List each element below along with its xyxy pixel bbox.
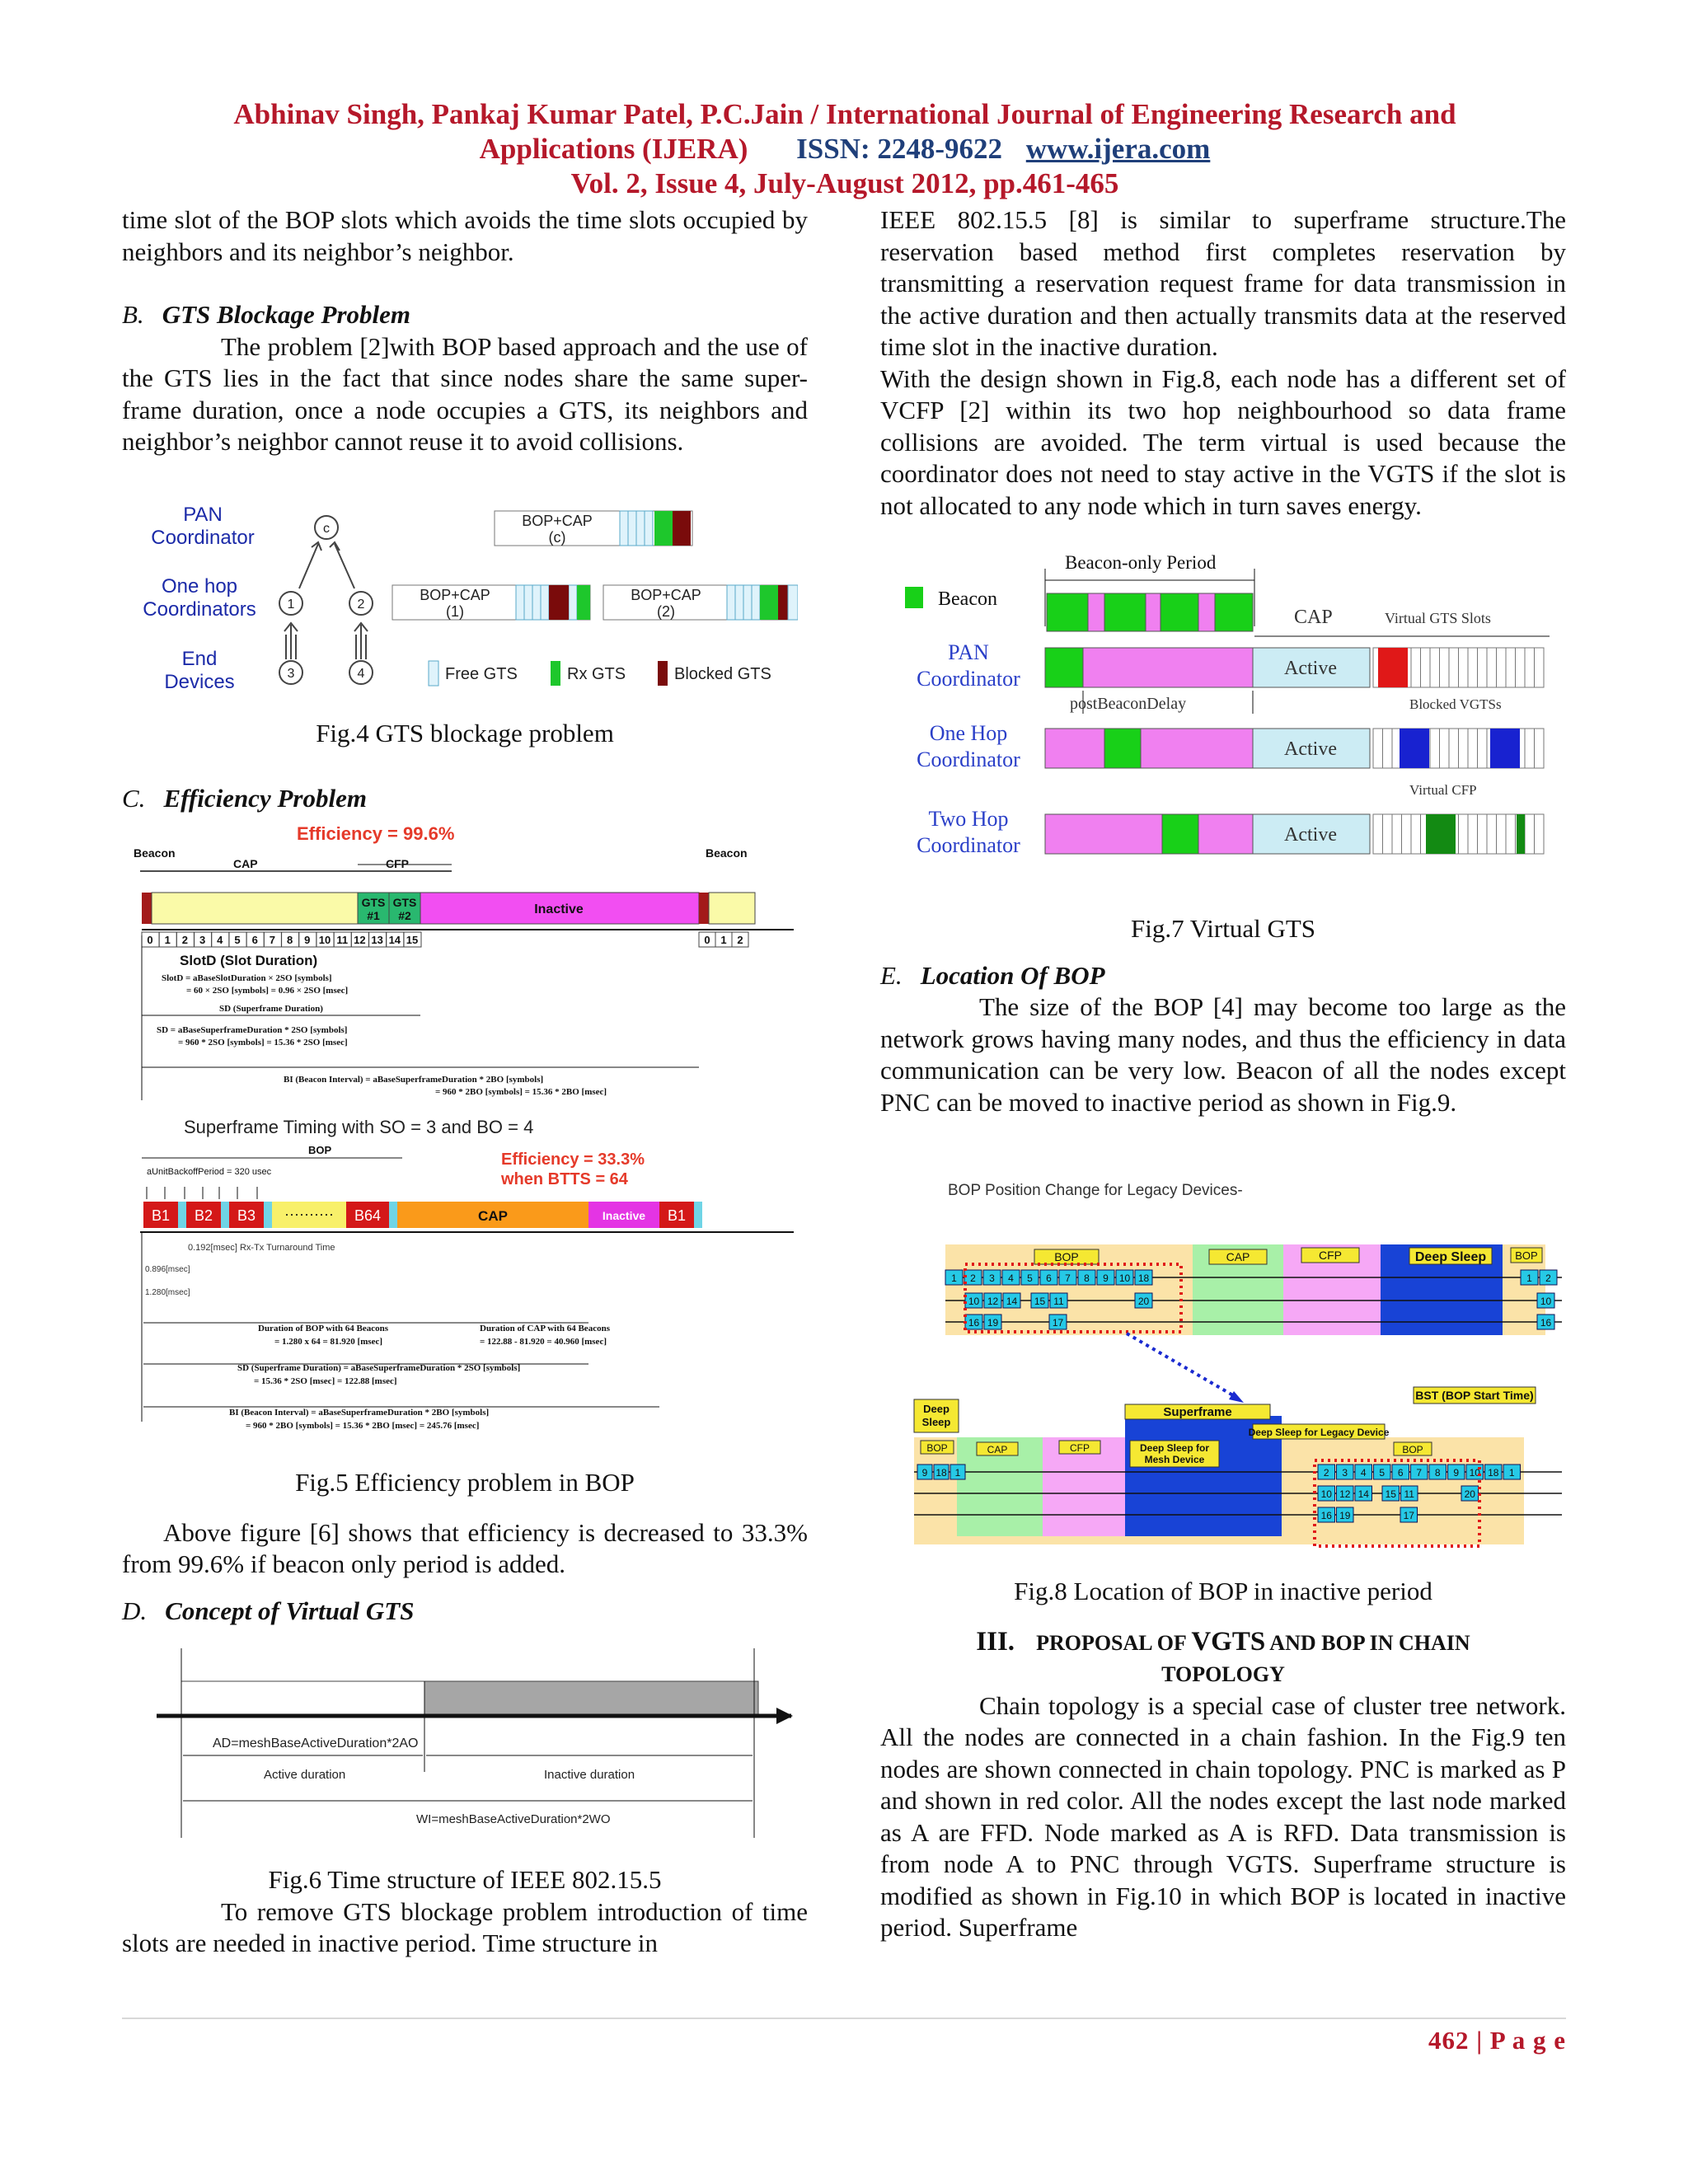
vgts-slot [1525, 729, 1535, 768]
bop-slot-label: 18 [1488, 1467, 1499, 1479]
fig6-caption: Fig.6 Time structure of IEEE 802.15.5 [268, 1865, 662, 1894]
vgts-slot [1430, 648, 1440, 687]
bop-slot-label: 16 [1320, 1510, 1332, 1521]
svg-text:Active: Active [1284, 658, 1337, 679]
figure-7-virtual-gts [882, 544, 1566, 874]
svg-text:Two Hop: Two Hop [928, 807, 1009, 831]
svg-text:GTS: GTS [392, 896, 417, 909]
vgts-slot [1411, 648, 1421, 687]
svg-text:0.896[msec]: 0.896[msec] [145, 1265, 190, 1274]
bop-slot-label: 17 [1403, 1510, 1414, 1521]
left-column-lower [122, 1467, 808, 1627]
vgts-slot [1373, 729, 1383, 768]
bop-slot-label: 6 [1046, 1272, 1052, 1284]
bop-slot-label: 1 [951, 1272, 957, 1284]
svg-text:(c): (c) [548, 529, 566, 546]
bop-slot-label: 19 [987, 1317, 999, 1329]
section-d-paragraph: To remove GTS blockage problem introduction of time slots are needed in inactive period. Time structure in [122, 1896, 808, 1957]
svg-text:SlotD = aBaseSlotDuration × 2S: SlotD = aBaseSlotDuration × 2SO [symbols] [162, 973, 332, 983]
slot-tick-label: 15 [406, 934, 419, 946]
bop-slot-label: 12 [1339, 1488, 1351, 1500]
svg-text:(2): (2) [657, 603, 675, 620]
vgts-slot [1497, 814, 1507, 854]
inactive-duration-label: Inactive duration [544, 1768, 635, 1782]
svg-text:B1: B1 [151, 1207, 171, 1224]
fig8-caption: Fig.8 Location of BOP in inactive period [1014, 1577, 1432, 1605]
header-line3: Vol. 2, Issue 4, July-August 2012, pp.461-465 [570, 167, 1119, 199]
svg-text:SD (Superframe Duration): SD (Superframe Duration) [219, 1004, 323, 1014]
vgts-slot [1459, 814, 1469, 854]
vgts-slot [1478, 729, 1488, 768]
svg-text:2: 2 [357, 598, 365, 612]
svg-text:BOP: BOP [1402, 1444, 1423, 1455]
svg-text:BOP+CAP: BOP+CAP [522, 513, 593, 529]
bop-slot-label: 14 [1006, 1296, 1018, 1307]
bop-slot-label: 11 [1404, 1488, 1414, 1500]
svg-text:Duration of BOP with 64 Beacon: Duration of BOP with 64 Beacons [258, 1324, 388, 1333]
slot-tick-label: 0 [147, 934, 153, 946]
right-column-lower [880, 1576, 1566, 1944]
vgts-slot [1497, 648, 1507, 687]
svg-text:Deep: Deep [923, 1403, 950, 1415]
bop-slot-label: 10 [1469, 1467, 1480, 1479]
bop-slot-label: 15 [1385, 1488, 1396, 1500]
slot-tick-label: 10 [318, 934, 331, 946]
vgts-slot [1373, 814, 1383, 854]
svg-text:Virtual GTS Slots: Virtual GTS Slots [1385, 610, 1491, 626]
left-paragraph-0: time slot of the BOP slots which avoids the time slots occupied by neighbors and its neighbor’s neighbor. [122, 205, 808, 266]
svg-text:BOP+CAP: BOP+CAP [631, 587, 701, 603]
svg-text:#2: #2 [398, 909, 411, 922]
slot-tick-label: 3 [199, 934, 206, 946]
bop-slot-label: 1 [1526, 1272, 1532, 1284]
svg-text:= 1.280 x 64 = 81.920 [msec]: = 1.280 x 64 = 81.920 [msec] [274, 1337, 383, 1347]
vgts-slot [1487, 814, 1497, 854]
svg-text:CFP: CFP [1319, 1249, 1342, 1262]
section-3-paragraph: Chain topology is a special case of cluster tree network. All the nodes are connected in a chain fashion. In the Fig.9 ten nodes are shown connected in chain topology. PNC is marked as P and shown in red color. All the nodes except the last node marked as A are FFD. Node marked as A is RFD. Data transmission is from node A to PNC through VGTS. Superframe structure is modified as shown in Fig.10 in which BOP is located in inactive period. Superframe [880, 1690, 1566, 1942]
svg-text:CAP: CAP [1294, 607, 1333, 628]
bop-slot-label: 10 [968, 1296, 980, 1307]
vgts-slot [1459, 648, 1469, 687]
page-number: 462 | P a g e [1428, 2026, 1566, 2055]
bop-slot-label: 10 [1320, 1488, 1332, 1500]
left-column-start [122, 204, 808, 458]
section-e-paragraph: The size of the BOP [4] may become too large as the network grows having many nodes, and thus the efficiency in data communication can be very low. Beacon of all the nodes except PNC can be moved to inactive period as shown in Fig.9. [880, 992, 1566, 1117]
svg-text:BOP: BOP [926, 1442, 948, 1454]
svg-text:B64: B64 [354, 1207, 382, 1224]
svg-text:Deep Sleep for Legacy Device: Deep Sleep for Legacy Device [1248, 1427, 1390, 1438]
slot-tick-label: 12 [354, 934, 366, 946]
vgts-slot [1525, 814, 1535, 854]
bop-slot-label: 7 [1065, 1272, 1071, 1284]
svg-text:0.192[msec] Rx-Tx Turnaround: 0.192[msec] Rx-Tx Turnaround Time [188, 1243, 335, 1253]
svg-text:Devices: Devices [164, 671, 235, 693]
vgts-slot [1392, 814, 1402, 854]
svg-text:B2: B2 [194, 1207, 213, 1224]
svg-text:= 122.88 - 81.920 = 40.960 [ms: = 122.88 - 81.920 = 40.960 [msec] [480, 1337, 607, 1347]
svg-text:GTS: GTS [361, 896, 386, 909]
header-line2 [124, 132, 1566, 166]
bop-slot-label: 2 [1323, 1467, 1329, 1479]
vgts-slot [1468, 729, 1478, 768]
svg-text:Beacon: Beacon [938, 588, 997, 610]
slot-tick-label: 1 [164, 934, 171, 946]
efficiency-33: Efficiency = 33.3% [501, 1151, 645, 1169]
svg-text:··········: ·········· [284, 1206, 334, 1222]
vgts-slot [1402, 814, 1412, 854]
bop-slot-label: 3 [1342, 1467, 1348, 1479]
efficiency-99: Efficiency = 99.6% [297, 823, 455, 844]
fig4-caption: Fig.4 GTS blockage problem [316, 719, 614, 748]
svg-text:= 60 × 2SO [symbols] = 0.96 ×: = 60 × 2SO [symbols] = 0.96 × 2SO [msec] [186, 986, 349, 996]
bop-slot-label: 4 [1360, 1467, 1367, 1479]
bop-slot-label: 10 [1540, 1296, 1552, 1307]
header-line1: Abhinav Singh, Pankaj Kumar Patel, P.C.Jain / International Journal of Engineering Research and [233, 98, 1456, 130]
wi-label: WI=meshBaseActiveDuration*2WO [416, 1812, 611, 1826]
svg-text:when BTTS = 64: when BTTS = 64 [501, 1170, 628, 1188]
bop-slot-label: 1 [1508, 1467, 1515, 1479]
svg-text:BOP+CAP: BOP+CAP [420, 587, 490, 603]
bop-slot-label: 11 [1053, 1296, 1064, 1307]
svg-text:Active: Active [1284, 824, 1337, 846]
svg-text:CFP: CFP [386, 857, 409, 870]
svg-text:Active: Active [1284, 738, 1337, 760]
svg-text:Coordinator: Coordinator [151, 527, 255, 549]
vgts-slot [1468, 814, 1478, 854]
slot-tick-label: 1 [720, 934, 727, 946]
bop-slot-label: 12 [987, 1296, 999, 1307]
svg-text:4: 4 [357, 667, 365, 681]
vgts-slot [1478, 814, 1488, 854]
vgts-slot [1383, 814, 1393, 854]
bop-slot-label: 10 [1118, 1272, 1131, 1284]
svg-text:c: c [323, 522, 330, 536]
slot-tick-label: 2 [737, 934, 743, 946]
bop-slot-label: 14 [1357, 1488, 1369, 1500]
left-column-end [122, 1864, 808, 1960]
footer-rule [122, 2018, 1566, 2019]
bop-slot-label: 15 [1034, 1296, 1046, 1307]
journal-header [124, 97, 1566, 201]
slot-tick-label: 2 [181, 934, 189, 946]
vgts-slot [1506, 648, 1516, 687]
bop-slot-label: 18 [935, 1467, 947, 1479]
svg-text:BOP: BOP [1515, 1249, 1538, 1262]
legend-free-gts: Free GTS [445, 665, 518, 683]
svg-text:SD = aBaseSuperframeDuration *: SD = aBaseSuperframeDuration * 2SO [symbols] [157, 1025, 348, 1035]
right-column-start [880, 204, 1566, 522]
svg-text:Virtual CFP: Virtual CFP [1409, 782, 1477, 798]
beacon-only-label: Beacon-only Period [1065, 552, 1217, 573]
svg-text:Coordinator: Coordinator [917, 667, 1020, 691]
svg-text:SD (Superframe Duration) = aB: SD (Superframe Duration) = aBaseSuperframeDuration * 2SO [symbols] [237, 1363, 521, 1373]
svg-text:Inactive: Inactive [602, 1209, 646, 1222]
right-paragraph-1: With the design shown in Fig.8, each node has a different set of VCFP [2] within its two hop neighbourhood so data frame collisions are avoided. The term virtual is used because the coordinator does not need to stay active in the VGTS if the slot is not allocated to any node which in turn saves energy. [880, 363, 1566, 520]
svg-text:3: 3 [287, 667, 295, 681]
svg-text:CFP: CFP [1070, 1442, 1090, 1454]
svg-text:Duration of CAP with 64 Beacon: Duration of CAP with 64 Beacons [480, 1324, 610, 1333]
vgts-slot [1478, 648, 1488, 687]
bop-slot-label: 7 [1416, 1467, 1423, 1479]
slot-tick-label: 5 [234, 934, 241, 946]
bop-slot-label: 17 [1052, 1317, 1064, 1329]
bop-slot-label: 2 [970, 1272, 976, 1284]
vgts-slot [1440, 729, 1450, 768]
slot-tick-label: 7 [269, 934, 276, 946]
svg-text:B3: B3 [237, 1207, 256, 1224]
bop-slot-label: 6 [1397, 1467, 1404, 1479]
svg-text:B1: B1 [667, 1207, 687, 1224]
journal-name: Applications (IJERA) [479, 133, 748, 165]
svg-text:Sleep: Sleep [921, 1416, 951, 1428]
section-c-paragraph: Above figure [6] shows that efficiency is decreased to 33.3% from 99.6% if beacon only period is added. [122, 1517, 808, 1578]
section-e-heading: E. Location Of BOP [880, 960, 1105, 990]
svg-text:Beacon: Beacon [706, 846, 748, 860]
bop-slot-label: 5 [1027, 1272, 1033, 1284]
svg-text:(1): (1) [446, 603, 464, 620]
timing-title: Superframe Timing with SO = 3 and BO = 4 [184, 1117, 534, 1137]
vgts-slot [1449, 648, 1459, 687]
legend-blocked-gts: Blocked GTS [674, 665, 771, 683]
fig7-caption: Fig.7 Virtual GTS [1130, 914, 1316, 943]
slot-tick-label: 11 [336, 934, 349, 946]
figure-4-gts-blockage [122, 496, 798, 702]
vgts-slot [1459, 729, 1469, 768]
end-devices-label: End [181, 648, 218, 670]
svg-text:Coordinators: Coordinators [143, 598, 256, 621]
figure-6-time-structure [140, 1640, 799, 1838]
svg-text:BST (BOP Start Time): BST (BOP Start Time) [1415, 1389, 1534, 1402]
svg-text:CAP: CAP [1226, 1250, 1250, 1263]
legend-rx-gts: Rx GTS [567, 665, 626, 683]
vgts-slot [1487, 648, 1497, 687]
section-b-paragraph: The problem [2]with BOP based approach and the use of the GTS lies in the fact that since nodes share the same super-frame duration, once a node occupies a GTS, its neighbors and neighbor’s neighbor cannot reuse it to avoid collisions. [122, 331, 808, 456]
right-paragraph-0: IEEE 802.15.5 [8] is similar to superframe structure.The reservation based method first completes reservation by transmitting a reservation request frame for data transmission in the active duration and then actually transmits data at the reserved time slot in the inactive duration. [880, 205, 1566, 361]
bop-slot-label: 4 [1008, 1272, 1014, 1284]
svg-text:= 15.36 * 2SO [msec] = 122.88: = 15.36 * 2SO [msec] = 122.88 [msec] [254, 1376, 397, 1386]
svg-text:postBeaconDelay: postBeaconDelay [1070, 695, 1187, 713]
slot-tick-label: 6 [251, 934, 258, 946]
fig8-title: BOP Position Change for Legacy Devices- [948, 1182, 1243, 1199]
svg-text:Coordinator: Coordinator [917, 833, 1020, 857]
svg-text:1: 1 [287, 598, 295, 612]
slot-tick-label: 13 [371, 934, 383, 946]
bop-slot-label: 20 [1137, 1296, 1150, 1307]
right-column-mid [880, 913, 1566, 1118]
fig5-caption: Fig.5 Efficiency problem in BOP [295, 1468, 635, 1497]
vgts-slot [1383, 729, 1393, 768]
bop-slot-label: 20 [1464, 1488, 1475, 1500]
website-link[interactable]: www.ijera.com [1025, 133, 1211, 165]
vgts-slot [1535, 814, 1545, 854]
svg-text:CAP: CAP [233, 857, 258, 870]
svg-text:Blocked VGTSs: Blocked VGTSs [1409, 696, 1502, 712]
bop-slot-label: 9 [1453, 1467, 1460, 1479]
figure-8-bop-location [911, 1177, 1566, 1548]
section-b-heading: B. GTS Blockage Problem [122, 300, 411, 329]
section-3-heading: III. PROPOSAL OF VGTS AND BOP IN CHAIN TOPOLOGY [976, 1626, 1470, 1686]
bop-slot-label: 9 [1103, 1272, 1109, 1284]
bop-slot-label: 8 [1434, 1467, 1441, 1479]
vgts-slot [1516, 648, 1526, 687]
vgts-slot [1421, 648, 1431, 687]
bop-slot-label: 16 [1540, 1317, 1552, 1329]
svg-text:BOP: BOP [1054, 1250, 1079, 1263]
svg-text:CAP: CAP [478, 1208, 508, 1224]
vgts-slot [1468, 648, 1478, 687]
ad-label: AD=meshBaseActiveDuration*2AO [213, 1736, 419, 1750]
svg-text:= 960 * 2BO [symbols] = 15.36: = 960 * 2BO [symbols] = 15.36 * 2BO [msec] [435, 1087, 607, 1097]
bop-slot-label: 2 [1545, 1272, 1551, 1284]
svg-text:PAN: PAN [948, 640, 989, 664]
vgts-slot [1440, 648, 1450, 687]
slot-tick-label: 8 [286, 934, 293, 946]
svg-text:= 960 * 2BO [symbols] = 15.36: = 960 * 2BO [symbols] = 15.36 * 2BO [msec] = 245.76 [msec] [246, 1421, 480, 1431]
svg-text:CAP: CAP [987, 1444, 1008, 1455]
svg-text:Deep Sleep for: Deep Sleep for [1139, 1442, 1210, 1454]
svg-text:1.280[msec]: 1.280[msec] [145, 1288, 190, 1297]
issn: ISSN: 2248-9622 [796, 133, 1003, 165]
active-duration-label: Active duration [264, 1768, 346, 1782]
svg-text:#1: #1 [367, 909, 380, 922]
bop-slot-label: 5 [1379, 1467, 1386, 1479]
bop-slot-label: 1 [954, 1467, 961, 1479]
onehop-label: One hop [161, 575, 238, 598]
vgts-slot [1535, 648, 1545, 687]
svg-text:Superframe: Superframe [1163, 1405, 1232, 1419]
vgts-slot [1525, 648, 1535, 687]
vgts-slot [1535, 729, 1545, 768]
figure-5-efficiency [122, 820, 798, 1436]
svg-text:BI (Beacon Interval) = aBaseSu: BI (Beacon Interval) = aBaseSuperframeDuration * 2BO [symbols] [284, 1075, 544, 1085]
slot-tick-label: 9 [304, 934, 311, 946]
fig4-caption-wrap [122, 718, 808, 814]
svg-text:One Hop: One Hop [929, 721, 1008, 745]
svg-text:Beacon: Beacon [134, 846, 176, 860]
bop-slot-label: 8 [1084, 1272, 1090, 1284]
vgts-slot [1506, 814, 1516, 854]
svg-text:SlotD (Slot Duration): SlotD (Slot Duration) [180, 953, 318, 968]
svg-text:aUnitBackoffPeriod = 320 usec: aUnitBackoffPeriod = 320 usec [147, 1167, 272, 1177]
pan-label: PAN [183, 504, 223, 526]
svg-text:Mesh Device: Mesh Device [1144, 1454, 1205, 1465]
bop-slot-label: 3 [989, 1272, 995, 1284]
svg-text:Deep Sleep: Deep Sleep [1414, 1250, 1487, 1264]
svg-text:BI (Beacon Interval) = aBaseSu: BI (Beacon Interval) = aBaseSuperframeDuration * 2BO [symbols] [229, 1408, 490, 1418]
section-d-heading: D. Concept of Virtual GTS [122, 1596, 415, 1625]
svg-text:BOP: BOP [308, 1144, 332, 1156]
vgts-slot [1411, 814, 1421, 854]
svg-text:= 960 * 2SO [symbols] = 15.36: = 960 * 2SO [symbols] = 15.36 * 2SO [msec] [178, 1038, 348, 1047]
vgts-slot [1430, 729, 1440, 768]
vgts-slot [1449, 729, 1459, 768]
slot-tick-label: 0 [704, 934, 710, 946]
bop-slot-label: 16 [968, 1317, 980, 1329]
bop-slot-label: 18 [1137, 1272, 1150, 1284]
svg-text:Inactive: Inactive [534, 902, 584, 916]
slot-tick-label: 4 [217, 934, 223, 946]
slot-tick-label: 14 [388, 934, 401, 946]
section-c-heading: C. Efficiency Problem [122, 783, 367, 813]
bop-slot-label: 19 [1339, 1510, 1351, 1521]
bop-slot-label: 9 [921, 1467, 928, 1479]
svg-text:Coordinator: Coordinator [917, 748, 1020, 771]
